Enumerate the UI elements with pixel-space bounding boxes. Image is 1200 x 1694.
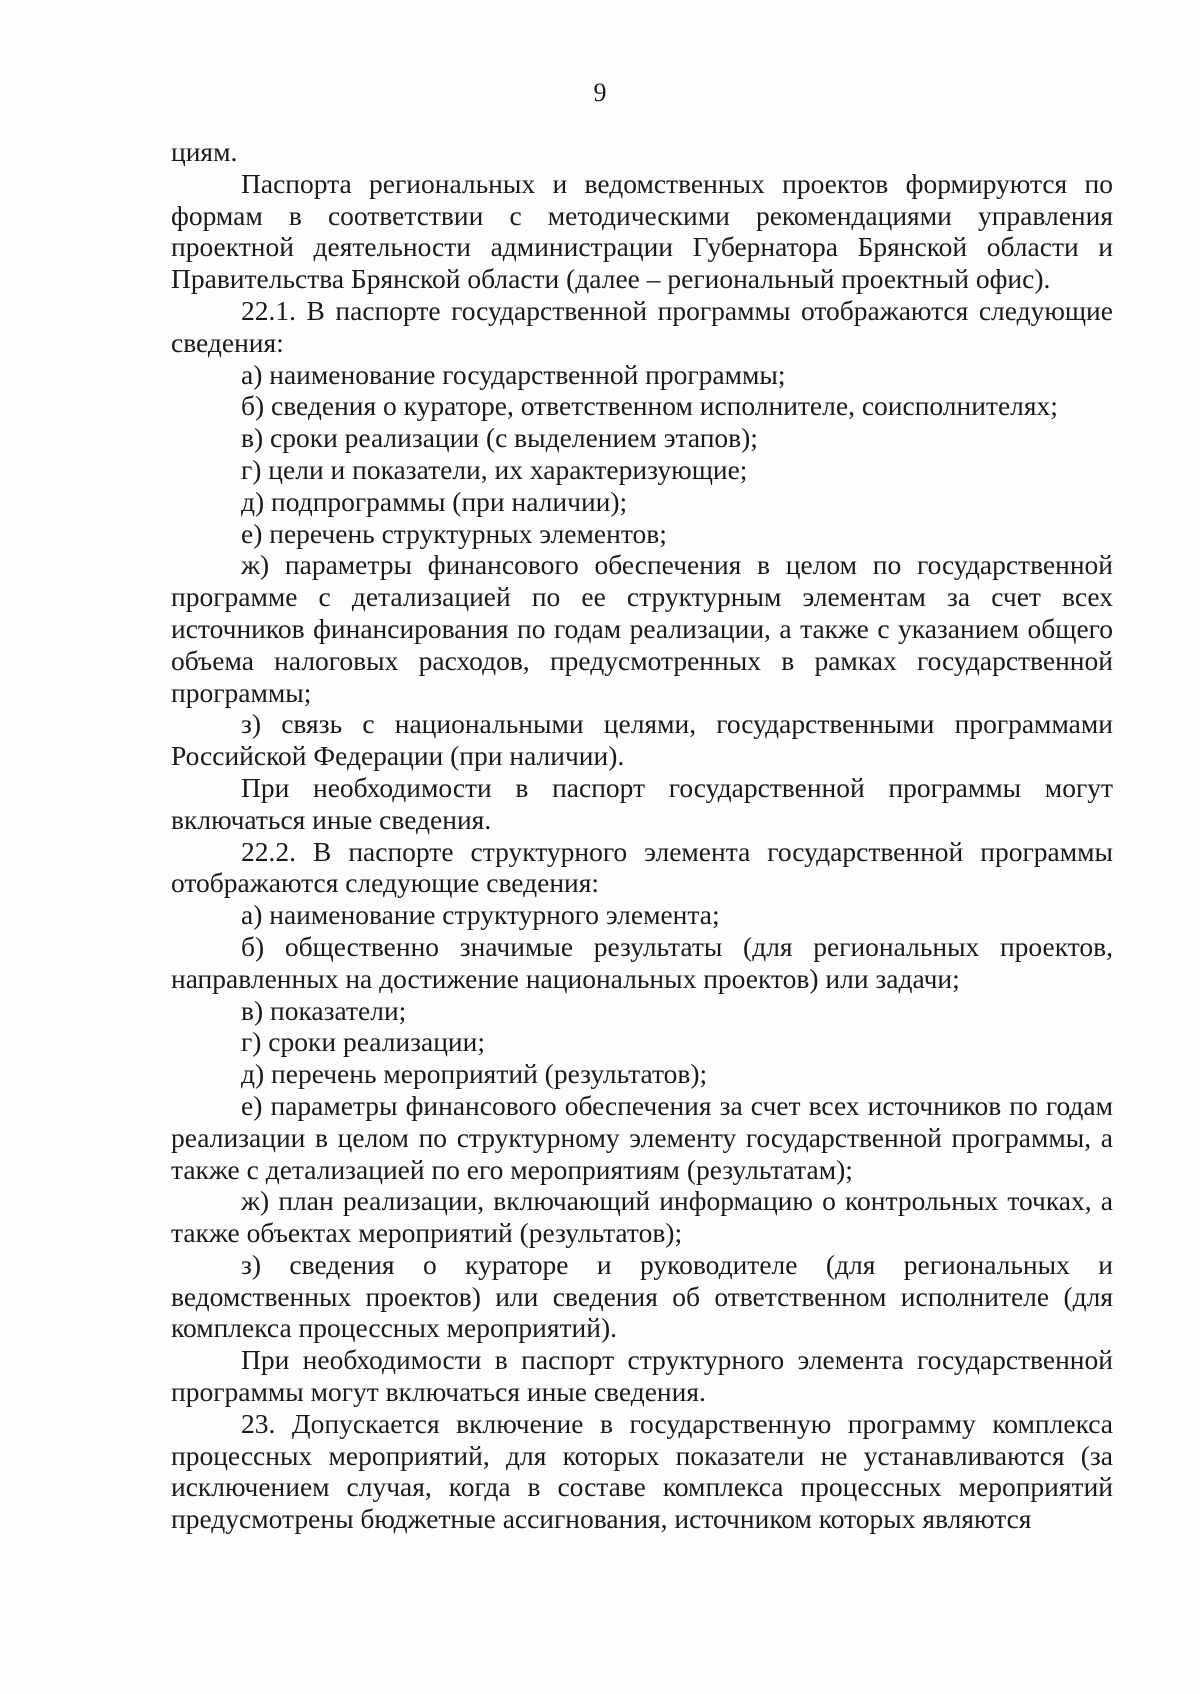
list-item: з) сведения о кураторе и руководителе (для региональных и ведомственных проектов) или сведения об ответственном исполнителе (для комплекса процессных мероприятий).	[171, 1248, 1113, 1344]
list-item: б) сведения о кураторе, ответственном исполнителе, соисполнителях;	[241, 390, 1058, 422]
paragraph: циям.	[171, 136, 238, 167]
paragraph: 23. Допускается включение в государственную программу комплекса процессных мероприятий, для которых показатели не устанавливаются (за исключением случая, когда в составе комплекса процессных мероприятий предусмотрены бюджетные ассигнования, источником которых являются	[171, 1407, 1113, 1535]
list-item: е) перечень структурных элементов;	[241, 517, 667, 549]
list-item: а) наименование государственной программы;	[241, 358, 786, 390]
list-item: ж) параметры финансового обеспечения в целом по государственной программе с детализацией по ее структурным элементам за счет всех источников финансирования по годам реализации, а также с указанием общего объема налоговых расходов, предусмотренных в рамках государственной программы;	[171, 549, 1113, 708]
list-item: г) сроки реализации;	[241, 1026, 486, 1058]
document-body	[171, 136, 1113, 1535]
paragraph: 22.1. В паспорте государственной программы отображаются следующие сведения:	[171, 294, 1113, 358]
page-number: 9	[593, 78, 607, 107]
list-item: б) общественно значимые результаты (для региональных проектов, направленных на достижение национальных проектов) или задачи;	[171, 930, 1113, 994]
list-item: в) сроки реализации (с выделением этапов);	[241, 422, 758, 454]
list-item: ж) план реализации, включающий информацию о контрольных точках, а также объектах мероприятий (результатов);	[171, 1185, 1113, 1249]
list-item: д) подпрограммы (при наличии);	[241, 485, 628, 517]
paragraph: При необходимости в паспорт структурного элемента государственной программы могут включаться иные сведения.	[171, 1344, 1113, 1408]
list-item: в) показатели;	[241, 994, 407, 1026]
paragraph: 22.2. В паспорте структурного элемента государственной программы отображаются следующие сведения:	[171, 835, 1113, 899]
list-item: д) перечень мероприятий (результатов);	[241, 1058, 708, 1090]
list-item: е) параметры финансового обеспечения за счет всех источников по годам реализации в целом по структурному элементу государственной программы, а также с детализацией по его мероприятиям (результатам);	[171, 1089, 1113, 1185]
list-item: а) наименование структурного элемента;	[241, 899, 720, 931]
list-item: г) цели и показатели, их характеризующие;	[241, 453, 748, 485]
paragraph: При необходимости в паспорт государственной программы могут включаться иные сведения.	[171, 771, 1113, 835]
list-item: з) связь с национальными целями, государственными программами Российской Федерации (при наличии).	[171, 708, 1113, 772]
paragraph: Паспорта региональных и ведомственных проектов формируются по формам в соответствии с методическими рекомендациями управления проектной деятельности администрации Губернатора Брянской области и Правительства Брянской области (далее – региональный проектный офис).	[171, 167, 1113, 295]
